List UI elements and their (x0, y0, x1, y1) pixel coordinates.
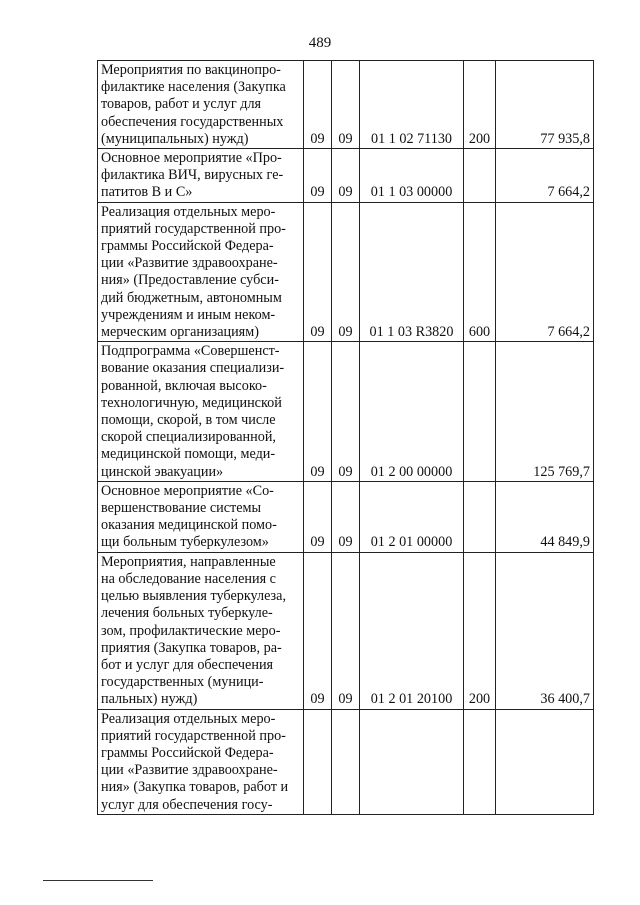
table-row (98, 481, 594, 552)
subsection-code-cell: 09 (332, 481, 360, 552)
budget-table (97, 60, 594, 815)
item-name-line: приятий государственной про- (101, 220, 286, 237)
expense-type-code-cell: 200 (464, 552, 496, 709)
item-name-line: бот и услуг для обеспечения (101, 656, 274, 673)
amount-cell: 77 935,8 (496, 61, 594, 149)
amount-cell: 7 664,2 (496, 202, 594, 342)
expense-type-code-cell: 200 (464, 61, 496, 149)
item-name-cell (98, 481, 304, 552)
expense-type-code-cell (464, 481, 496, 552)
item-name-line: щи больным туберкулезом» (101, 534, 269, 551)
subsection-code-cell: 09 (332, 61, 360, 149)
item-name-line: Подпрограмма «Совершенст- (101, 343, 280, 360)
target-article-code-cell: 01 1 03 R3820 (360, 202, 464, 342)
item-name-line: на обследование населения с (101, 570, 276, 587)
item-name-cell (98, 202, 304, 342)
expense-type-code-cell (464, 149, 496, 203)
item-name-line: мерческим организациям) (101, 324, 259, 341)
section-code-cell: 09 (304, 552, 332, 709)
amount-cell: 44 849,9 (496, 481, 594, 552)
expense-type-code-cell: 600 (464, 202, 496, 342)
item-name-line: приятий государственной про- (101, 727, 286, 744)
amount-cell: 7 664,2 (496, 149, 594, 203)
target-article-code-cell (360, 709, 464, 814)
item-name-cell (98, 552, 304, 709)
item-name-line: ния» (Закупка товаров, работ и (101, 779, 289, 796)
item-name-line: вование оказания специализи- (101, 360, 285, 377)
item-name-cell (98, 342, 304, 482)
table-row (98, 61, 594, 149)
item-name-line: патитов В и С» (101, 184, 193, 201)
target-article-code-cell: 01 2 00 00000 (360, 342, 464, 482)
table-row (98, 552, 594, 709)
section-code-cell: 09 (304, 149, 332, 203)
item-name-line: скорой специализированной, (101, 429, 276, 446)
item-name-line: дий бюджетным, автономным (101, 289, 282, 306)
item-name-line: Реализация отдельных меро- (101, 203, 276, 220)
item-name-line: помощи, скорой, в том числе (101, 412, 276, 429)
subsection-code-cell: 09 (332, 149, 360, 203)
budget-table-body (98, 61, 594, 815)
item-name-line: товаров, работ и услуг для (101, 96, 262, 113)
item-name-line: зом, профилактические меро- (101, 622, 281, 639)
item-name-line: пальных) нужд) (101, 691, 198, 708)
item-name-line: услуг для обеспечения госу- (101, 796, 273, 813)
item-name-line: цинской эвакуации» (101, 463, 224, 480)
item-name-line: рованной, включая высоко- (101, 377, 267, 394)
item-name-line: граммы Российской Федера- (101, 238, 274, 255)
table-row (98, 202, 594, 342)
subsection-code-cell: 09 (332, 202, 360, 342)
section-code-cell: 09 (304, 342, 332, 482)
target-article-code-cell: 01 2 01 20100 (360, 552, 464, 709)
item-name-line: Основное мероприятие «Про- (101, 150, 282, 167)
amount-cell: 36 400,7 (496, 552, 594, 709)
item-name-line: оказания медицинской помо- (101, 517, 277, 534)
target-article-code-cell: 01 1 03 00000 (360, 149, 464, 203)
item-name-line: Мероприятия, направленные (101, 553, 276, 570)
amount-cell (496, 709, 594, 814)
target-article-code-cell: 01 1 02 71130 (360, 61, 464, 149)
section-code-cell (304, 709, 332, 814)
item-name-line: ния» (Предоставление субси- (101, 272, 279, 289)
amount-cell: 125 769,7 (496, 342, 594, 482)
item-name-line: медицинской помощи, меди- (101, 446, 276, 463)
subsection-code-cell: 09 (332, 342, 360, 482)
section-code-cell: 09 (304, 61, 332, 149)
expense-type-code-cell (464, 709, 496, 814)
subsection-code-cell: 09 (332, 552, 360, 709)
item-name-line: (муниципальных) нужд) (101, 130, 249, 147)
item-name-line: граммы Российской Федера- (101, 744, 274, 761)
item-name-line: учреждениям и иным неком- (101, 306, 276, 323)
item-name-line: Реализация отдельных меро- (101, 710, 276, 727)
item-name-line: целью выявления туберкулеза, (101, 588, 286, 605)
item-name-line: государственных (муници- (101, 674, 264, 691)
footnote-rule (43, 880, 153, 881)
section-code-cell: 09 (304, 202, 332, 342)
expense-type-code-cell (464, 342, 496, 482)
item-name-line: филактика ВИЧ, вирусных ге- (101, 167, 284, 184)
item-name-cell (98, 149, 304, 203)
page-number: 489 (308, 35, 332, 51)
item-name-line: лечения больных туберкуле- (101, 605, 273, 622)
item-name-line: Основное мероприятие «Со- (101, 482, 274, 499)
item-name-line: вершенствование системы (101, 500, 262, 517)
subsection-code-cell (332, 709, 360, 814)
item-name-line: Мероприятия по вакцинопро- (101, 62, 281, 78)
table-row (98, 709, 594, 814)
item-name-line: ции «Развитие здравоохране- (101, 762, 278, 779)
table-row (98, 149, 594, 203)
item-name-line: технологичную, медицинской (101, 394, 282, 411)
section-code-cell: 09 (304, 481, 332, 552)
item-name-line: приятия (Закупка товаров, ра- (101, 639, 282, 656)
table-row (98, 342, 594, 482)
item-name-line: филактике населения (Закупка (101, 79, 286, 96)
item-name-cell (98, 61, 304, 149)
item-name-line: обеспечения государственных (101, 113, 284, 130)
item-name-cell (98, 709, 304, 814)
target-article-code-cell: 01 2 01 00000 (360, 481, 464, 552)
item-name-line: ции «Развитие здравоохране- (101, 255, 278, 272)
